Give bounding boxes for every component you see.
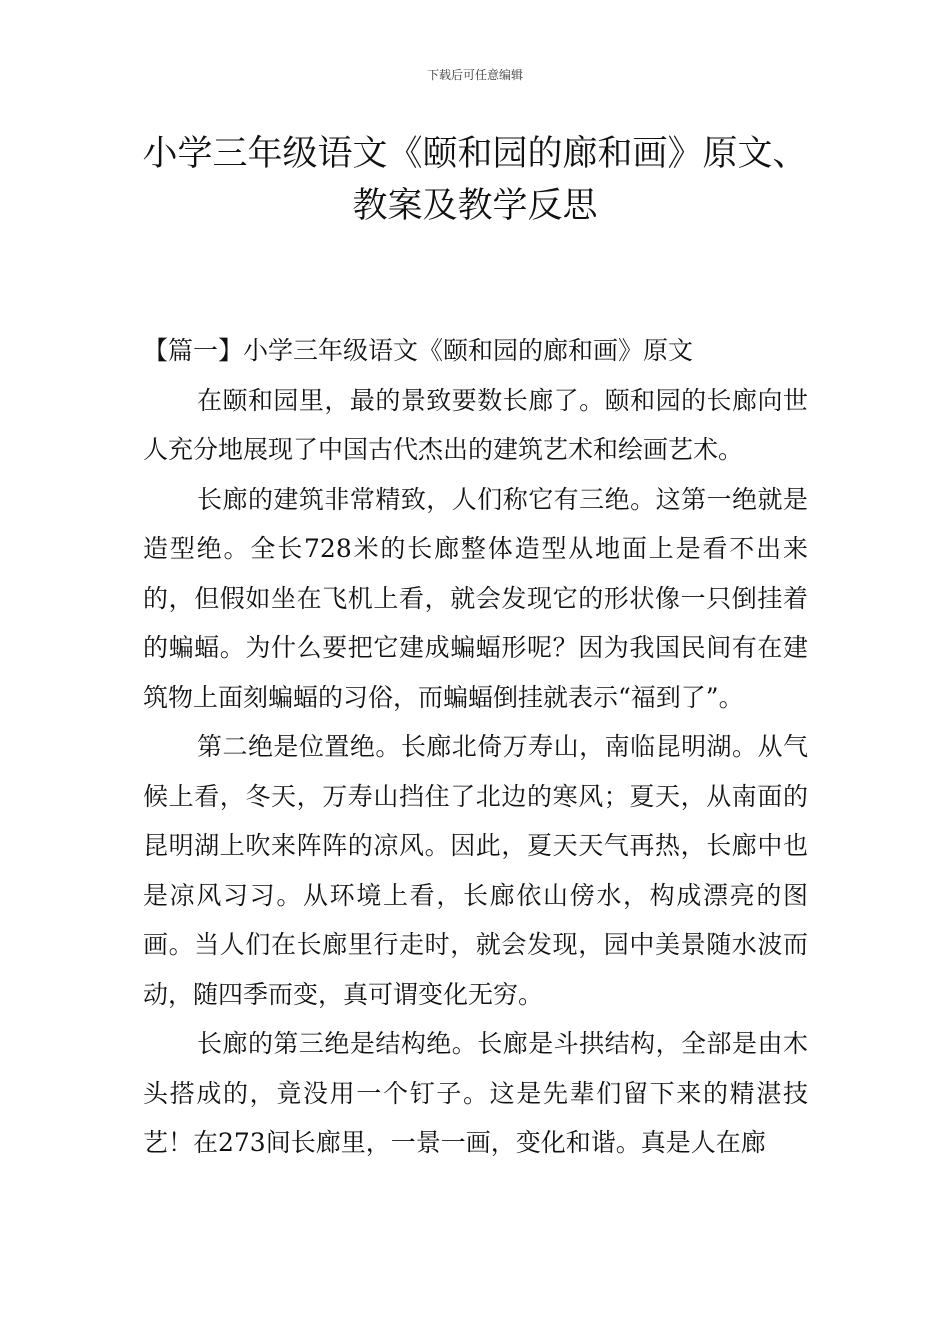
title-line-2: 教案及教学反思	[352, 186, 598, 226]
paragraph-3: 第二绝是位置绝。长廊北倚万寿山，南临昆明湖。从气候上看，冬天，万寿山挡住了北边的寒风；夏天，从南面的昆明湖上吹来阵阵的凉风。因此，夏天天气再热，长廊中也是凉风习习。从环境上看，长廊依山傍水，构成漂亮的图画。当人们在长廊里行走时，就会发现，园中美景随水波而动，随四季而变，真可谓变化无穷。	[143, 732, 808, 1009]
paragraph-4: 长廊的第三绝是结构绝。长廊是斗拱结构，全部是由木头搭成的，竟没用一个钉子。这是先辈们留下来的精湛技艺！在273间长廊里，一景一画，变化和谐。真是人在廊	[143, 1029, 808, 1157]
document-body	[143, 326, 808, 1168]
paragraph-1: 在颐和园里，最的景致要数长廊了。颐和园的长廊向世人充分地展现了中国古代杰出的建筑艺术和绘画艺术。	[143, 385, 808, 464]
title-line-1: 小学三年级语文《颐和园的廊和画》原文、	[142, 134, 808, 174]
header-note: 下载后可任意编辑	[426, 68, 523, 82]
paragraph-2: 长廊的建筑非常精致，人们称它有三绝。这第一绝就是造型绝。全长728米的长廊整体造型从地面上是看不出来的，但假如坐在飞机上看，就会发现它的形状像一只倒挂着的蝙蝠。为什么要把它建成蝙蝠形呢？因为我国民间有在建筑物上面刻蝙蝠的习俗，而蝙蝠倒挂就表示“福到了”。	[143, 484, 808, 712]
document-title	[100, 128, 850, 232]
section-heading: 【篇一】小学三年级语文《颐和园的廊和画》原文	[143, 336, 694, 365]
